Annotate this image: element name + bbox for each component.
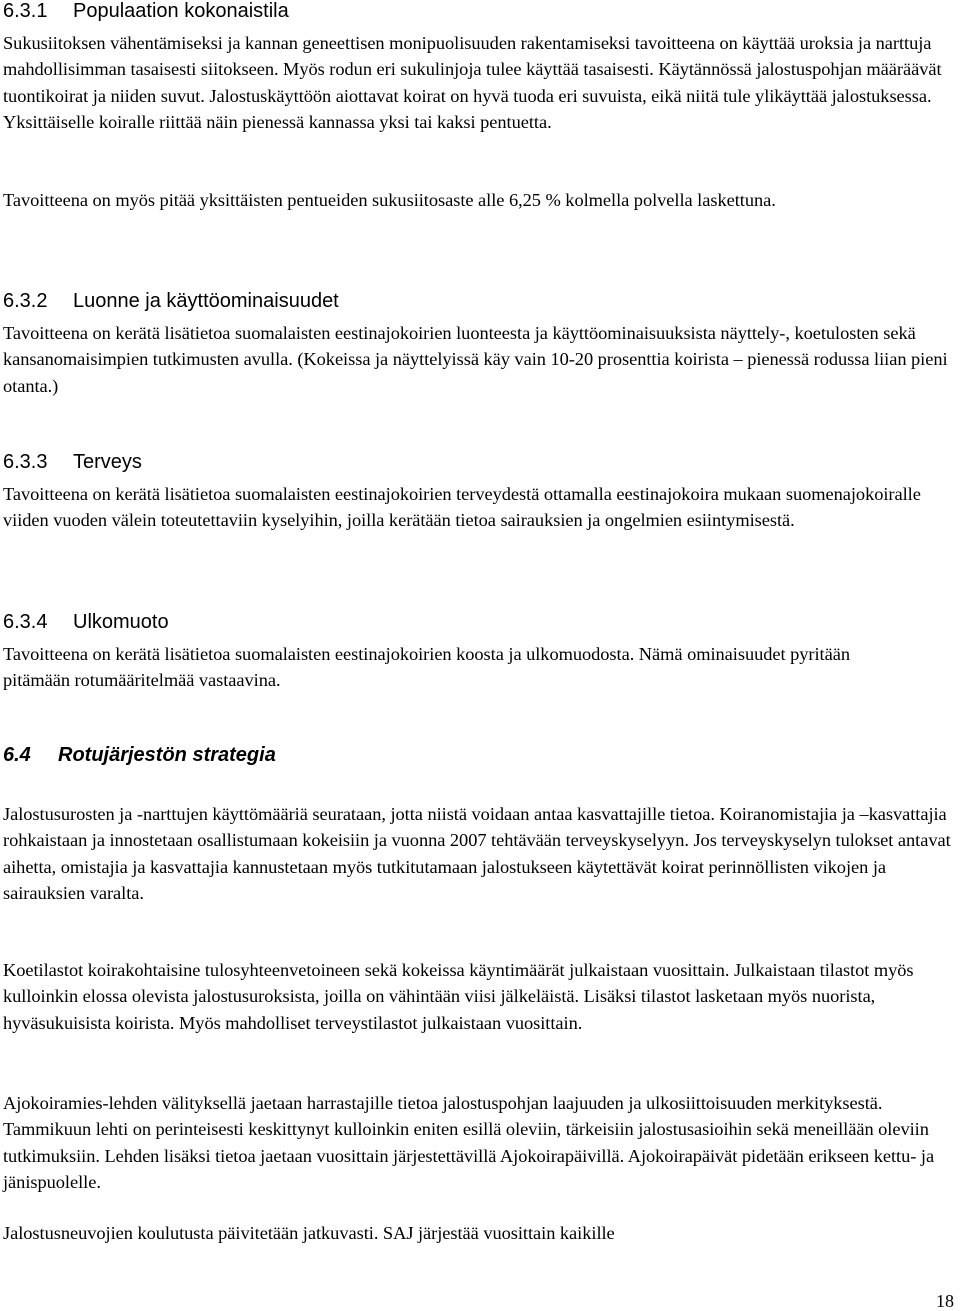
paragraph: Tavoitteena on myös pitää yksittäisten pentueiden sukusiitosaste alle 6,25 % kolmella polvella laskettuna. [3,190,776,210]
paragraph: Sukusiitoksen vähentämiseksi ja kannan geneettisen monipuolisuuden rakentamiseksi tavoitteena on käyttää uroksia ja narttuja mahdollisimman tasaisesti siitokseen. Myös rodun eri sukulinjoja tulee käyttää tasaisesti. Käytännössä jalostuspohjan määräävät tuontikoirat ja niiden suvut. Jalostuskäyttöön aiottavat koirat on hyvä tuoda eri suvuista, eikä niitä tule ylikäyttää jalostuksessa. Yksittäiselle koiralle riittää näin pienessä kannassa yksi tai kaksi pentuetta. [3,33,942,132]
heading-title: Terveys [73,451,142,473]
heading-6-3-2 [3,289,339,313]
heading-title: Populaation kokonaistila [73,0,289,22]
heading-number: 6.3.4 [3,611,48,633]
paragraph: Tavoitteena on kerätä lisätietoa suomalaisten eestinajokoirien luonteesta ja käyttöominaisuuksista näyttely-, koetulosten sekä kansanomaisimpien tutkimusten avulla. (Kokeissa ja näyttelyissä käy vain 10-20 prosenttia koirista – pienessä rodussa liian pieni otanta.) [3,323,948,396]
paragraph: Koetilastot koirakohtaisine tulosyhteenvetoineen sekä kokeissa käyntimäärät julkaistaan vuosittain. Julkaistaan tilastot myös kulloinkin elossa olevista jalostusuroksista, joilla on vähintään viisi jälkeläistä. Lisäksi tilastot lasketaan myös nuorista, hyväsukuisista koirista. Myös mahdolliset terveystilastot julkaistaan vuosittain. [3,960,914,1033]
heading-6-3-1 [3,0,289,23]
heading-number: 6.3.3 [3,451,48,473]
paragraph: Tavoitteena on kerätä lisätietoa suomalaisten eestinajokoirien terveydestä ottamalla eestinajokoira mukaan suomenajokoiralle viiden vuoden välein toteutettaviin kyselyihin, joilla kerätään tietoa sairauksien ja ongelmien esiintymisestä. [3,484,921,531]
heading-6-3-3 [3,450,142,474]
paragraph: Jalostusurosten ja -narttujen käyttömääriä seurataan, jotta niistä voidaan antaa kasvattajille tietoa. Koiranomistajia ja –kasvattajia rohkaistaan ja innostetaan osallistumaan kokeisiin ja vuonna 2007 tehtävään terveyskyselyyn. Jos terveyskyselyn tulokset antavat aihetta, omistajia ja kasvattajia kannustetaan myös tutkitutamaan jalostukseen käytettävät koirat perinnöllisten vikojen ja sairauksien varalta. [3,804,951,903]
page-number: 18 [936,1291,954,1311]
heading-6-4 [3,743,276,767]
paragraph: Jalostusneuvojien koulutusta päivitetään jatkuvasti. SAJ järjestää vuosittain kaikille [3,1223,615,1243]
heading-6-3-4 [3,610,169,634]
heading-number: 6.3.1 [3,0,48,22]
heading-title: Luonne ja käyttöominaisuudet [73,290,339,312]
paragraph: Tavoitteena on kerätä lisätietoa suomalaisten eestinajokoirien koosta ja ulkomuodosta. Nämä ominaisuudet pyritään pitämään rotumääritelmää vastaavina. [3,644,850,691]
heading-title: Rotujärjestön strategia [58,744,276,766]
heading-number: 6.3.2 [3,290,48,312]
heading-number: 6.4 [3,744,31,766]
heading-title: Ulkomuoto [73,611,169,633]
paragraph: Ajokoiramies-lehden välityksellä jaetaan harrastajille tietoa jalostuspohjan laajuuden ja ulkosiittoisuuden merkityksestä. Tammikuun lehti on perinteisesti keskittynyt kulloinkin eniten esillä oleviin, tärkeisiin jalostusasioihin sekä meneillään oleviin tutkimuksiin. Lehden lisäksi tietoa jaetaan vuosittain järjestettävillä Ajokoirapäivillä. Ajokoirapäivät pidetään erikseen kettu- ja jänispuolelle. [3,1093,935,1192]
